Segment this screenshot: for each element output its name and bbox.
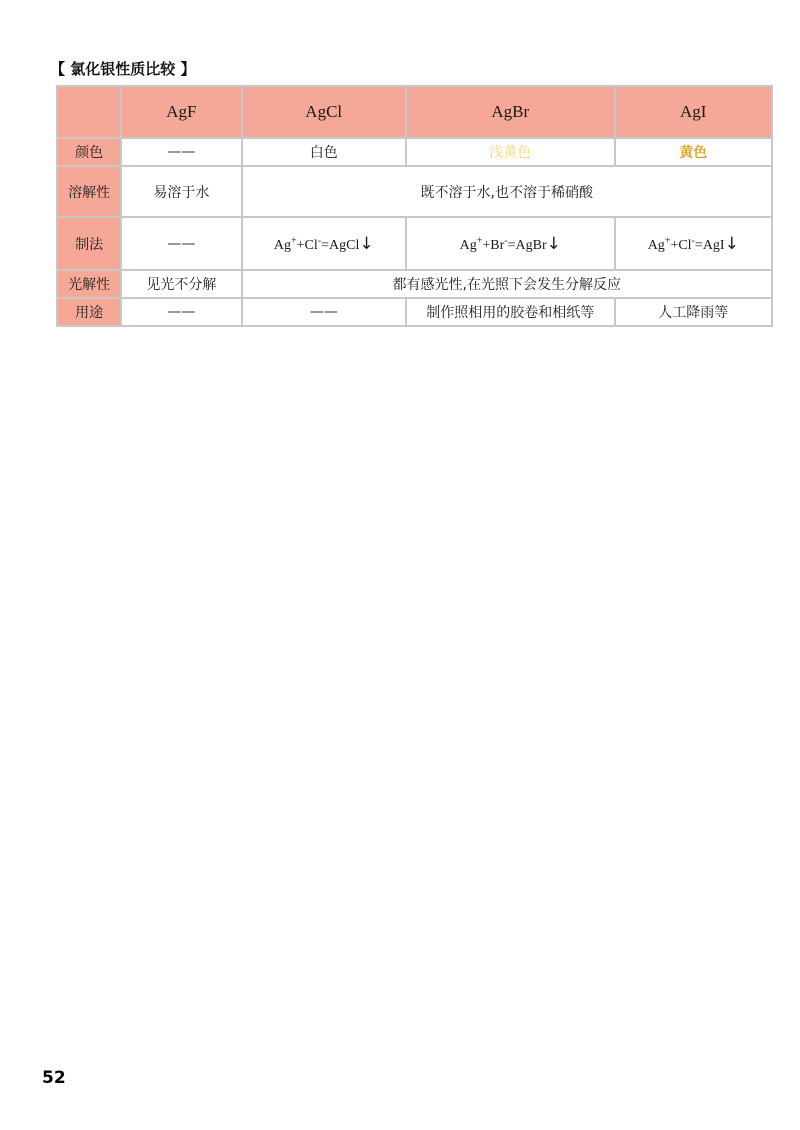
row-label-color: 颜色 [58, 139, 120, 165]
formula-ag: Ag [459, 237, 477, 253]
silver-halide-comparison-table [56, 85, 773, 327]
cell-color-agi: 黄色 [616, 139, 771, 165]
formula-minus-charge: - [504, 234, 508, 246]
row-label-use: 用途 [58, 299, 120, 325]
section-heading: 【 氯化银性质比较 】 [50, 60, 196, 78]
cell-photolysis-agf: 见光不分解 [122, 271, 240, 297]
table-row-preparation [58, 218, 771, 269]
cell-use-agcl: —— [243, 299, 405, 325]
formula-product: =AgBr [507, 237, 547, 253]
header-row [58, 87, 771, 137]
precipitate-arrow-icon: ↓ [359, 233, 374, 254]
formula-product: =AgCl [321, 237, 360, 253]
cell-preparation-agf: —— [122, 218, 240, 269]
formula-plus-charge: + [664, 234, 671, 246]
cell-preparation-agcl [243, 218, 405, 269]
formula-anion: +Cl [670, 237, 692, 253]
column-header-agcl: AgCl [243, 87, 405, 137]
column-header-agbr: AgBr [407, 87, 614, 137]
formula-minus-charge: - [317, 234, 322, 246]
formula-ag: Ag [647, 237, 665, 253]
precipitate-arrow-icon: ↓ [546, 233, 561, 254]
column-header-agi: AgI [616, 87, 771, 137]
table-row-solubility [58, 167, 771, 216]
cell-color-agcl: 白色 [243, 139, 405, 165]
table-row-color [58, 139, 771, 165]
row-label-solubility: 溶解性 [58, 167, 120, 216]
cell-solubility-others: 既不溶于水,也不溶于稀硝酸 [243, 167, 772, 216]
formula-minus-charge: - [691, 234, 695, 246]
formula-plus-charge: + [476, 234, 483, 246]
formula-plus-charge: + [290, 234, 297, 246]
page-number: 52 [42, 1068, 66, 1088]
table-row-use [58, 299, 771, 325]
cell-use-agbr: 制作照相用的胶卷和相纸等 [407, 299, 614, 325]
formula-anion: +Cl [296, 237, 318, 253]
precipitate-arrow-icon: ↓ [724, 233, 739, 254]
cell-use-agf: —— [122, 299, 240, 325]
cell-preparation-agbr [407, 218, 614, 269]
cell-preparation-agi [616, 218, 771, 269]
formula-ag: Ag [273, 237, 291, 253]
cell-photolysis-others: 都有感光性,在光照下会发生分解反应 [243, 271, 772, 297]
cell-solubility-agf: 易溶于水 [122, 167, 240, 216]
column-header-agf: AgF [122, 87, 240, 137]
cell-color-agf: —— [122, 139, 240, 165]
cell-color-agbr: 浅黄色 [407, 139, 614, 165]
formula-anion: +Br [482, 237, 505, 253]
row-label-preparation: 制法 [58, 218, 120, 269]
row-label-photolysis: 光解性 [58, 271, 120, 297]
cell-use-agi: 人工降雨等 [616, 299, 771, 325]
table-row-photolysis [58, 271, 771, 297]
corner-cell [58, 87, 120, 137]
formula-product: =AgI [694, 237, 725, 253]
